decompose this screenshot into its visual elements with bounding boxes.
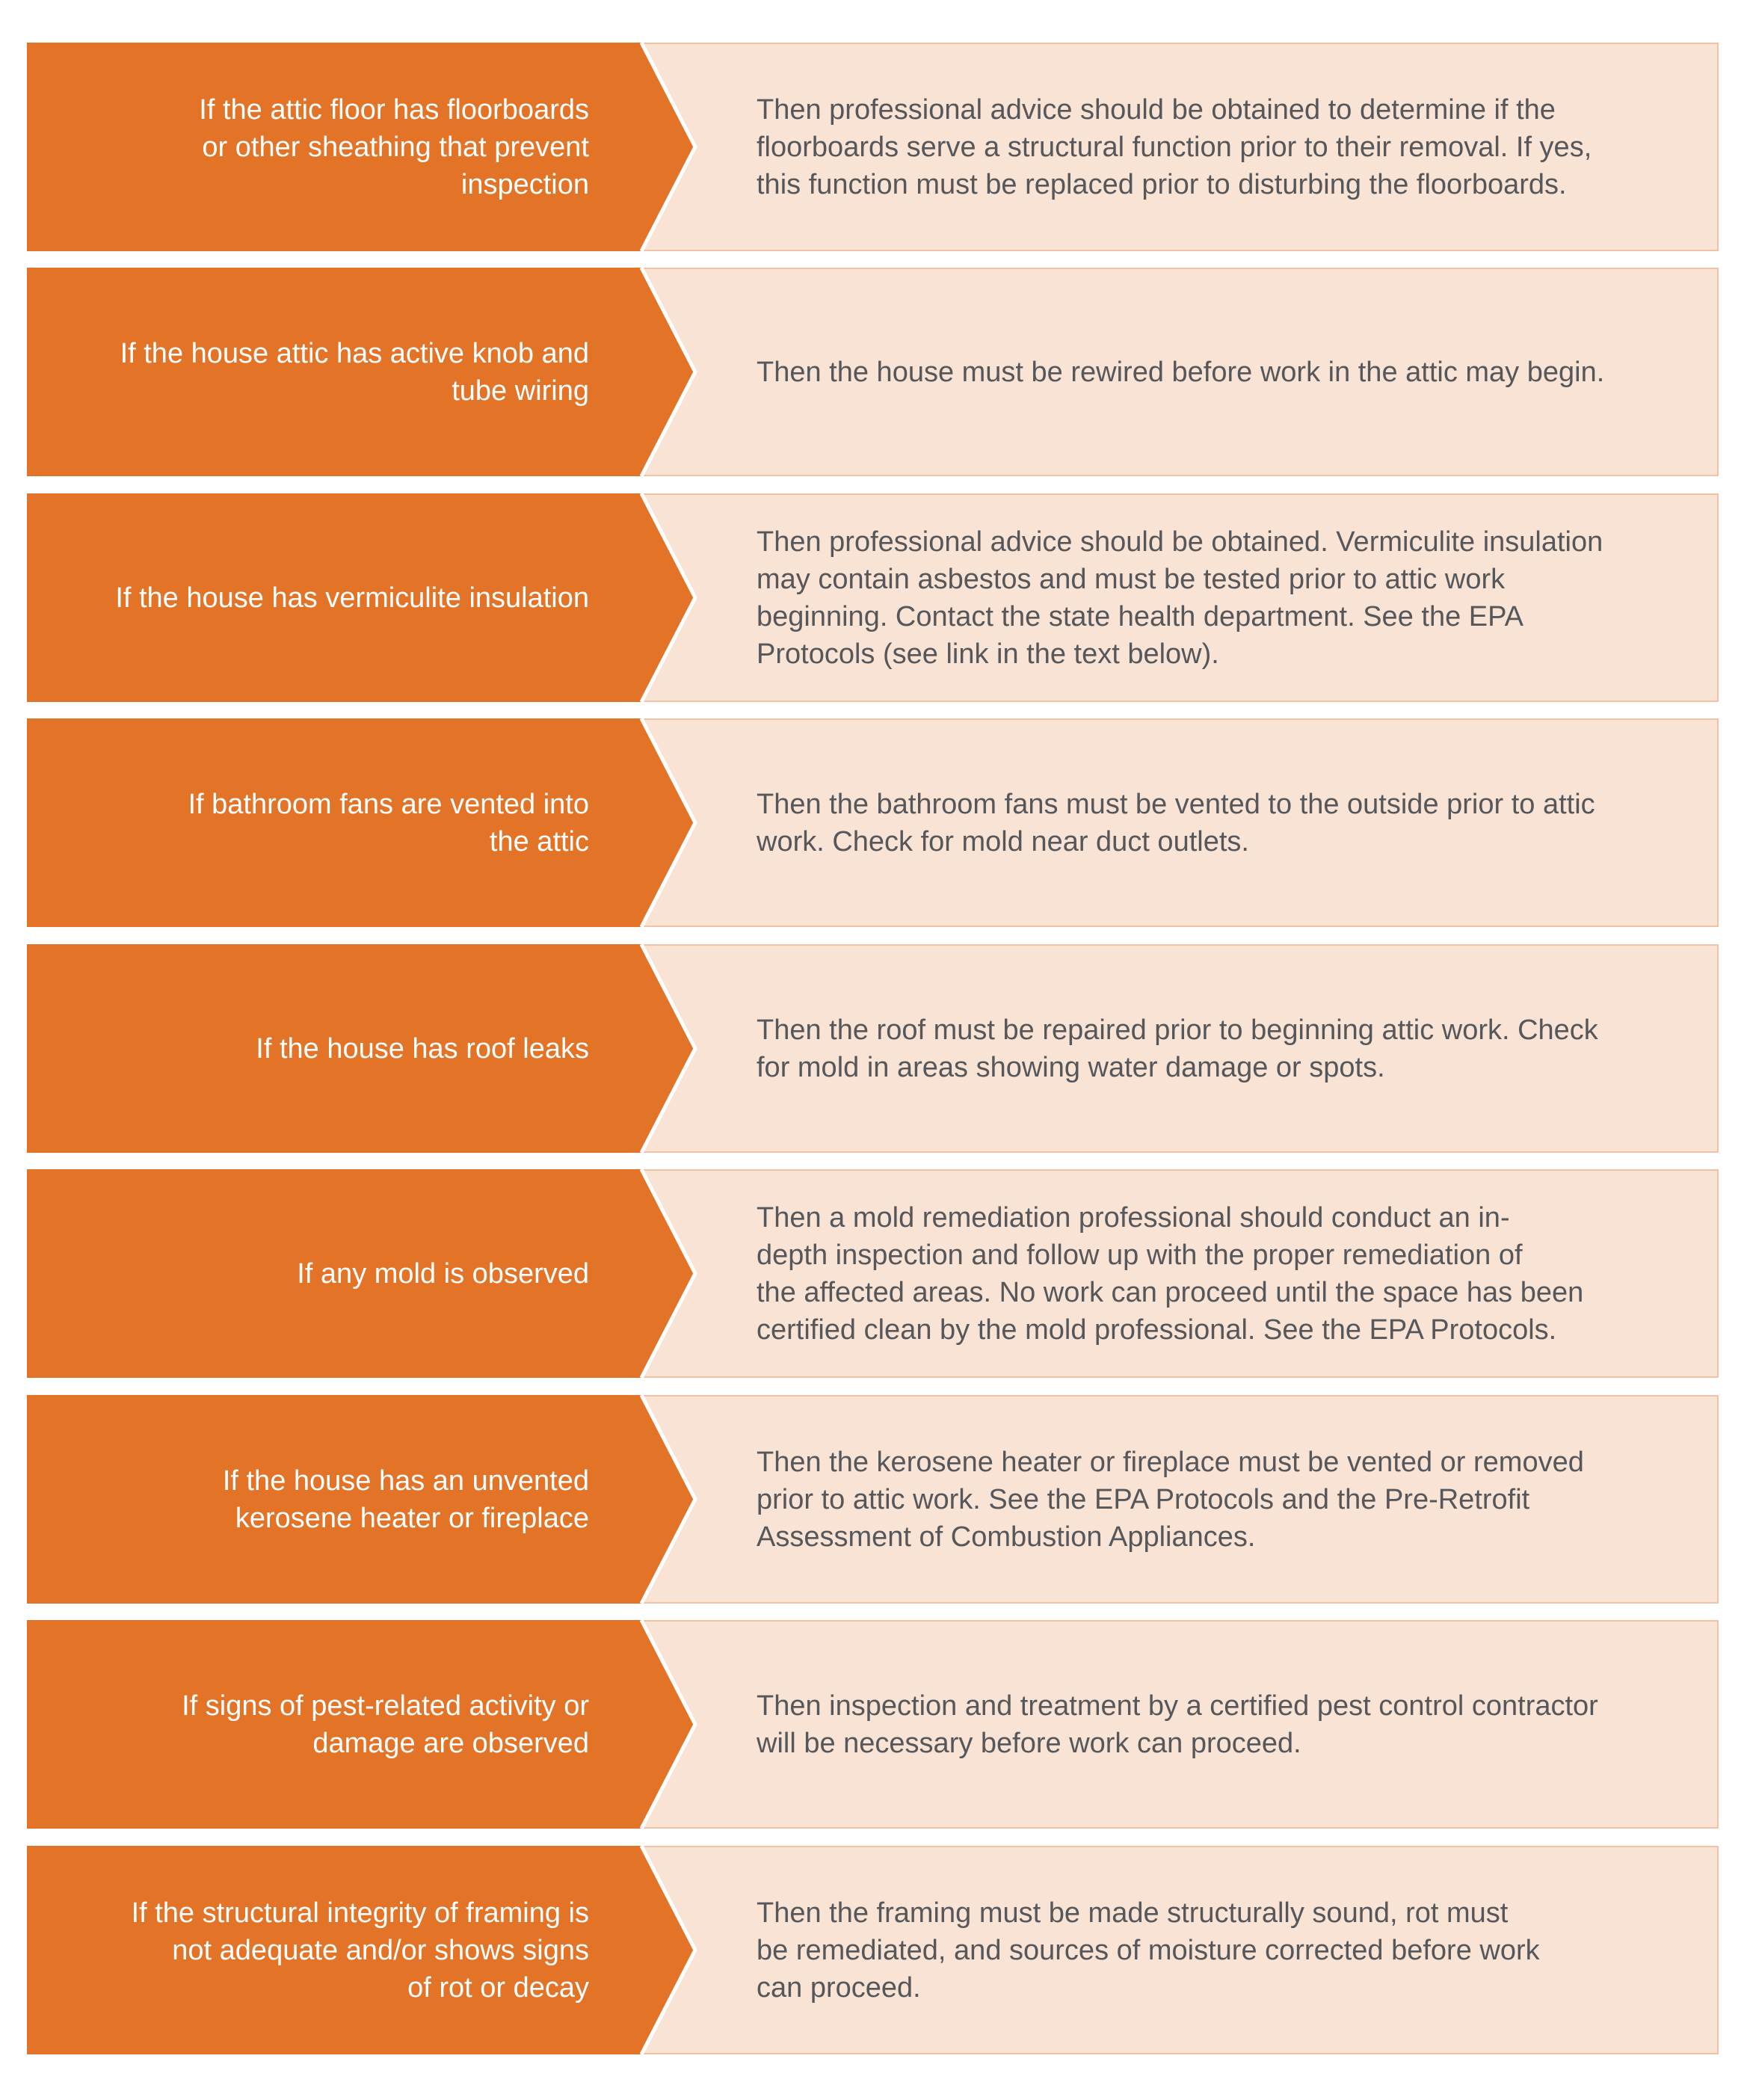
table-row bbox=[27, 268, 1719, 476]
condition-text: If the attic floor has floorboards or other sheathing that prevent inspection bbox=[199, 93, 589, 200]
action-text: Then a mold remediation professional should conduct an in- depth inspection and follow up with the proper remediation of the affected areas. No work can proceed until the space has been certified clean by the mold professional. See the EPA Protocols. bbox=[757, 1201, 1584, 1346]
action-text: Then inspection and treatment by a certified pest control contractor will be necessary before work can proceed. bbox=[757, 1690, 1598, 1759]
condition-text: If the house has vermiculite insulation bbox=[115, 582, 589, 614]
table-row bbox=[27, 1620, 1719, 1829]
action-text: Then the house must be rewired before work in the attic may begin. bbox=[757, 356, 1605, 388]
condition-text: If bathroom fans are vented into the attic bbox=[188, 788, 589, 857]
condition-text: If the structural integrity of framing is not adequate and/or shows signs of rot or decay bbox=[131, 1897, 589, 2004]
table-row bbox=[27, 718, 1719, 927]
action-text: Then the kerosene heater or fireplace must be vented or removed prior to attic work. See the EPA Protocols and the Pre-Retrofit Assessment of Combustion Appliances. bbox=[757, 1446, 1584, 1553]
condition-text: If signs of pest-related activity or damage are observed bbox=[182, 1690, 589, 1759]
condition-text: If the house has an unvented kerosene heater or fireplace bbox=[222, 1465, 589, 1534]
table-row bbox=[27, 493, 1719, 702]
table-row bbox=[27, 43, 1719, 251]
action-text: Then professional advice should be obtained to determine if the floorboards serve a structural function prior to their removal. If yes, this function must be replaced prior to disturbing the floorboards. bbox=[757, 93, 1592, 200]
condition-text: If the house attic has active knob and tube wiring bbox=[120, 337, 589, 407]
action-text: Then the framing must be made structurally sound, rot must be remediated, and sources of moisture corrected before work can proceed. bbox=[757, 1897, 1540, 2004]
action-text: Then the roof must be repaired prior to beginning attic work. Check for mold in areas showing water damage or spots. bbox=[757, 1014, 1598, 1083]
condition-text: If the house has roof leaks bbox=[256, 1032, 589, 1065]
action-text: Then professional advice should be obtained. Vermiculite insulation may contain asbestos and must be tested prior to attic work beginning. Contact the state health department. See the EPA Protocols (see link in the text below). bbox=[757, 526, 1603, 670]
action-text: Then the bathroom fans must be vented to the outside prior to attic work. Check for mold near duct outlets. bbox=[757, 788, 1595, 857]
table-row bbox=[27, 944, 1719, 1153]
table-row bbox=[27, 1846, 1719, 2054]
table-row bbox=[27, 1169, 1719, 1378]
condition-text: If any mold is observed bbox=[297, 1257, 589, 1290]
table-row bbox=[27, 1395, 1719, 1604]
